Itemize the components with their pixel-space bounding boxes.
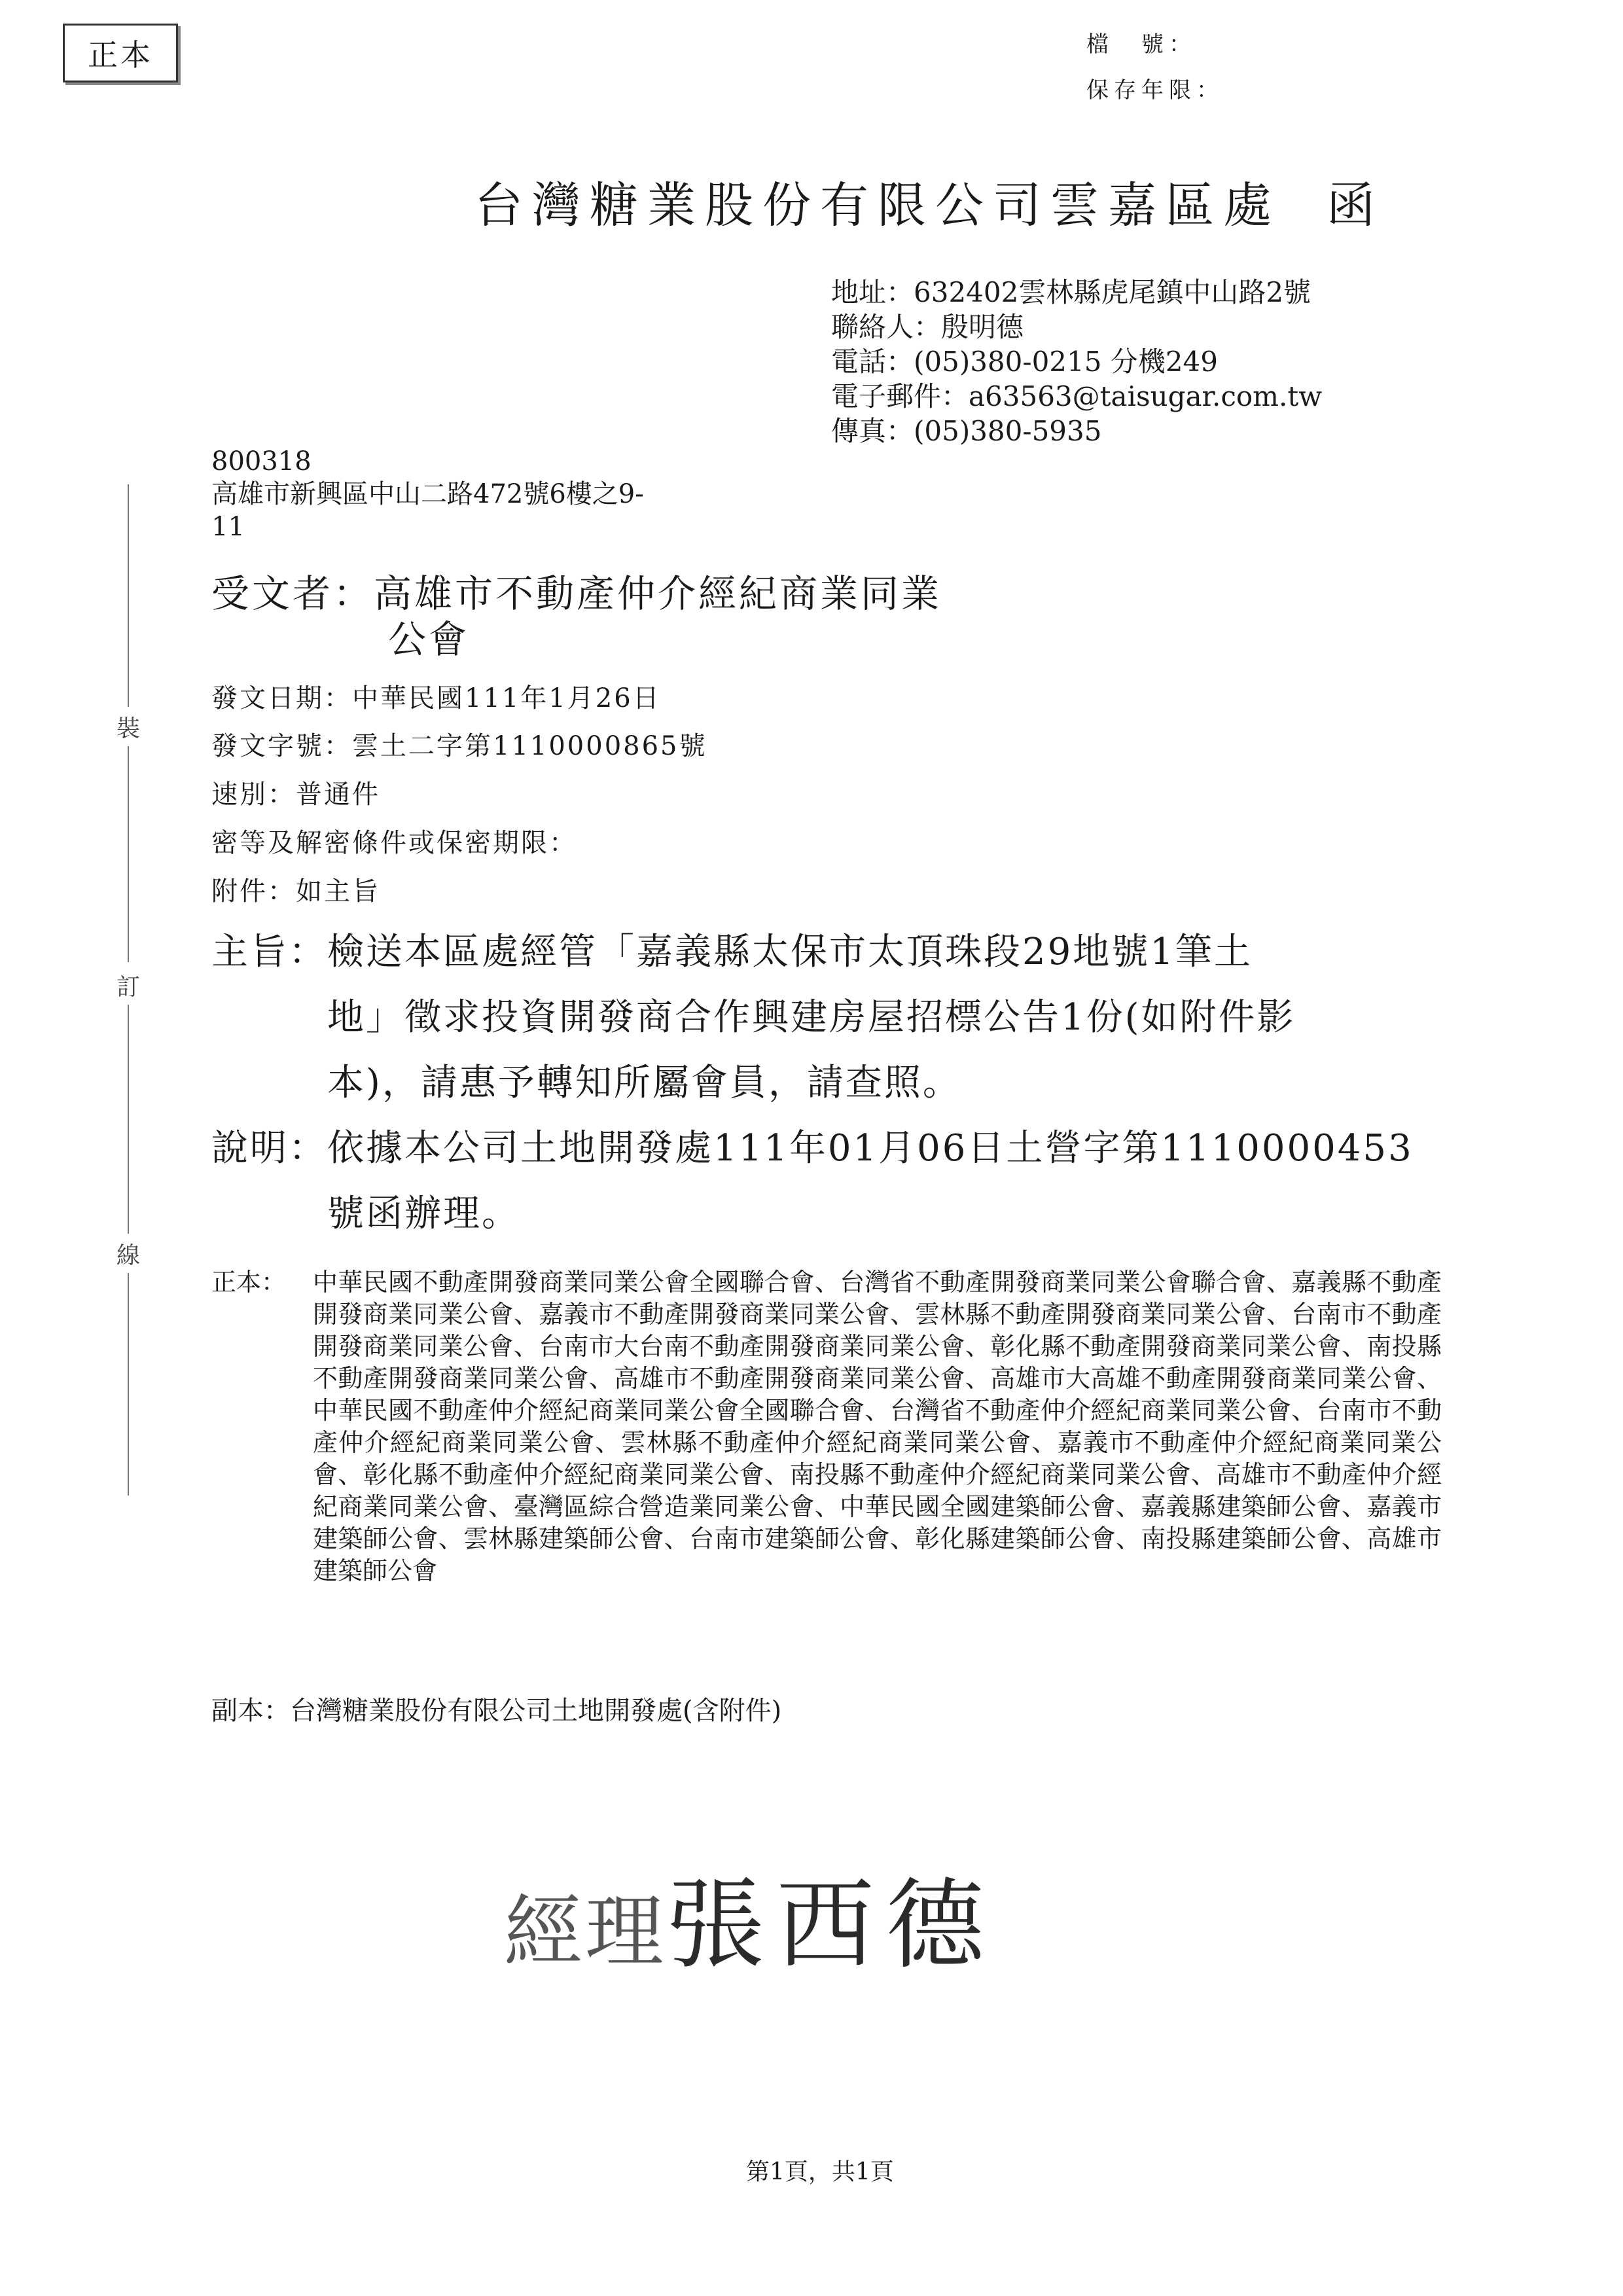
- receiver: [211, 571, 942, 662]
- explanation-line2: 號函辦理。: [327, 1193, 520, 1235]
- recipient-address-line2: 11: [211, 512, 245, 542]
- signature-name: 張西德: [666, 1869, 997, 1982]
- contact-phone: 電話：(05)380-0215 分機249: [831, 346, 1218, 378]
- explanation-paragraph: [211, 1116, 1414, 1247]
- file-number-label: 檔 號：: [1086, 31, 1196, 58]
- contact-block: [831, 275, 1322, 448]
- document-number: 發文字號：雲土二字第1110000865號: [211, 731, 707, 761]
- contact-email: 電子郵件：a63563@taisugar.com.tw: [831, 380, 1323, 412]
- organization-name: 台灣糖業股份有限公司雲嘉區處: [474, 177, 1281, 234]
- letterhead: [474, 167, 1384, 236]
- delivery-speed: 速別：普通件: [211, 780, 380, 810]
- original-recipients: [211, 1266, 1442, 1587]
- carbon-copy: 副本：台灣糖業股份有限公司土地開發處(含附件): [211, 1696, 782, 1726]
- original-copy-stamp: 正本: [63, 24, 178, 82]
- binding-line-segment: [128, 1005, 129, 1234]
- contact-fax: 傳真：(05)380-5935: [831, 415, 1102, 447]
- contact-address: 地址：632402雲林縣虎尾鎮中山路2號: [831, 276, 1311, 308]
- binding-mark-1: 裝: [116, 715, 141, 742]
- explanation-line1: 說明：依據本公司土地開發處111年01月06日土營字第1110000453: [211, 1127, 1414, 1170]
- recipient-zip: 800318: [211, 446, 312, 476]
- attachment-field: 附件：如主旨: [211, 876, 380, 906]
- page-footer: 第1頁，共1頁: [746, 2159, 894, 2185]
- original-recipients-label: 正本：: [211, 1268, 287, 1297]
- document-type: 函: [1327, 177, 1384, 234]
- contact-person: 聯絡人：殷明德: [831, 311, 1024, 343]
- manager-signature: [504, 1846, 996, 1987]
- subject-line2: 地」徵求投資開發商合作興建房屋招標公告1份(如附件影: [327, 996, 1296, 1039]
- recipient-address-line1: 高雄市新興區中山二路472號6樓之9-: [211, 479, 644, 509]
- binding-line-segment: [128, 746, 129, 962]
- issue-date: 發文日期：中華民國111年1月26日: [211, 683, 661, 713]
- secrecy-level: 密等及解密條件或保密期限：: [211, 828, 577, 858]
- retention-period-label: 保存年限：: [1086, 77, 1224, 103]
- subject-line1: 主旨：檢送本區處經管「嘉義縣太保市太頂珠段29地號1筆土: [211, 931, 1253, 973]
- binding-line-segment: [128, 484, 129, 707]
- original-recipients-list: 中華民國不動產開發商業同業公會全國聯合會、台灣省不動產開發商業同業公會聯合會、嘉義縣不動產開發商業同業公會、嘉義市不動產開發商業同業公會、雲林縣不動產開發商業同業公會、台南市不動產開發商業同業公會、台南市大台南不動產開發商業同業公會、彰化縣不動產開發商業同業公會、南投縣不動產開發商業同業公會、高雄市不動產開發商業同業公會、高雄市大高雄不動產開發商業同業公會、中華民國不動產仲介經紀商業同業公會全國聯合會、台灣省不動產仲介經紀商業同業公會、台南市不動產仲介經紀商業同業公會、雲林縣不動產仲介經紀商業同業公會、嘉義市不動產仲介經紀商業同業公會、彰化縣不動產仲介經紀商業同業公會、南投縣不動產仲介經紀商業同業公會、高雄市不動產仲介經紀商業同業公會、臺灣區綜合營造業同業公會、中華民國全國建築師公會、嘉義縣建築師公會、嘉義市建築師公會、雲林縣建築師公會、台南市建築師公會、彰化縣建築師公會、南投縣建築師公會、高雄市建築師公會: [313, 1268, 1442, 1585]
- subject-paragraph: [211, 920, 1295, 1116]
- signature-title: 經理: [504, 1887, 666, 1978]
- binding-line-segment: [128, 1273, 129, 1496]
- subject-line3: 本)，請惠予轉知所屬會員，請查照。: [327, 1062, 961, 1104]
- binding-mark-3: 線: [116, 1242, 141, 1269]
- binding-mark-2: 訂: [116, 974, 141, 1001]
- recipient-address: [211, 445, 644, 543]
- receiver-line2: 公會: [388, 617, 470, 662]
- receiver-line1: 受文者：高雄市不動產仲介經紀商業同業: [211, 571, 942, 616]
